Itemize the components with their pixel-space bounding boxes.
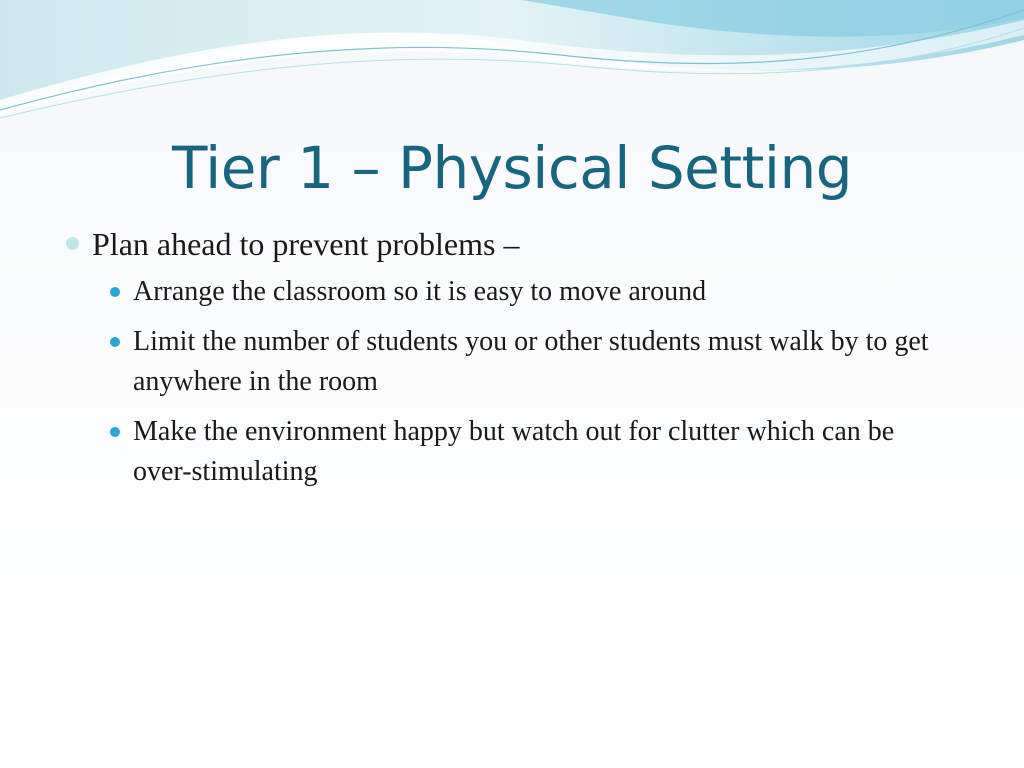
sub-bullet-item: [64, 412, 933, 492]
sub-bullet-text: Limit the number of students you or other students must walk by to get anywhere in the room: [133, 326, 929, 397]
sub-bullet-dot-icon: [110, 337, 120, 347]
bullet-dot-icon: [66, 237, 79, 250]
sub-bullet-dot-icon: [110, 287, 120, 297]
sub-bullet-text: Make the environment happy but watch out for clutter which can be over-stimulating: [133, 416, 895, 487]
bullet-item: [64, 222, 964, 266]
sub-bullet-item: [64, 272, 933, 312]
sub-bullet-item: [64, 322, 933, 402]
sub-bullet-dot-icon: [110, 427, 120, 437]
slide-title: Tier 1 – Physical Setting: [171, 134, 853, 202]
bullet-list: [64, 222, 964, 502]
header-wave-decoration: [0, 0, 1024, 130]
sub-bullet-text: Arrange the classroom so it is easy to move around: [133, 276, 707, 307]
sub-bullet-list: [64, 272, 964, 492]
bullet-text: Plan ahead to prevent problems –: [92, 226, 520, 262]
